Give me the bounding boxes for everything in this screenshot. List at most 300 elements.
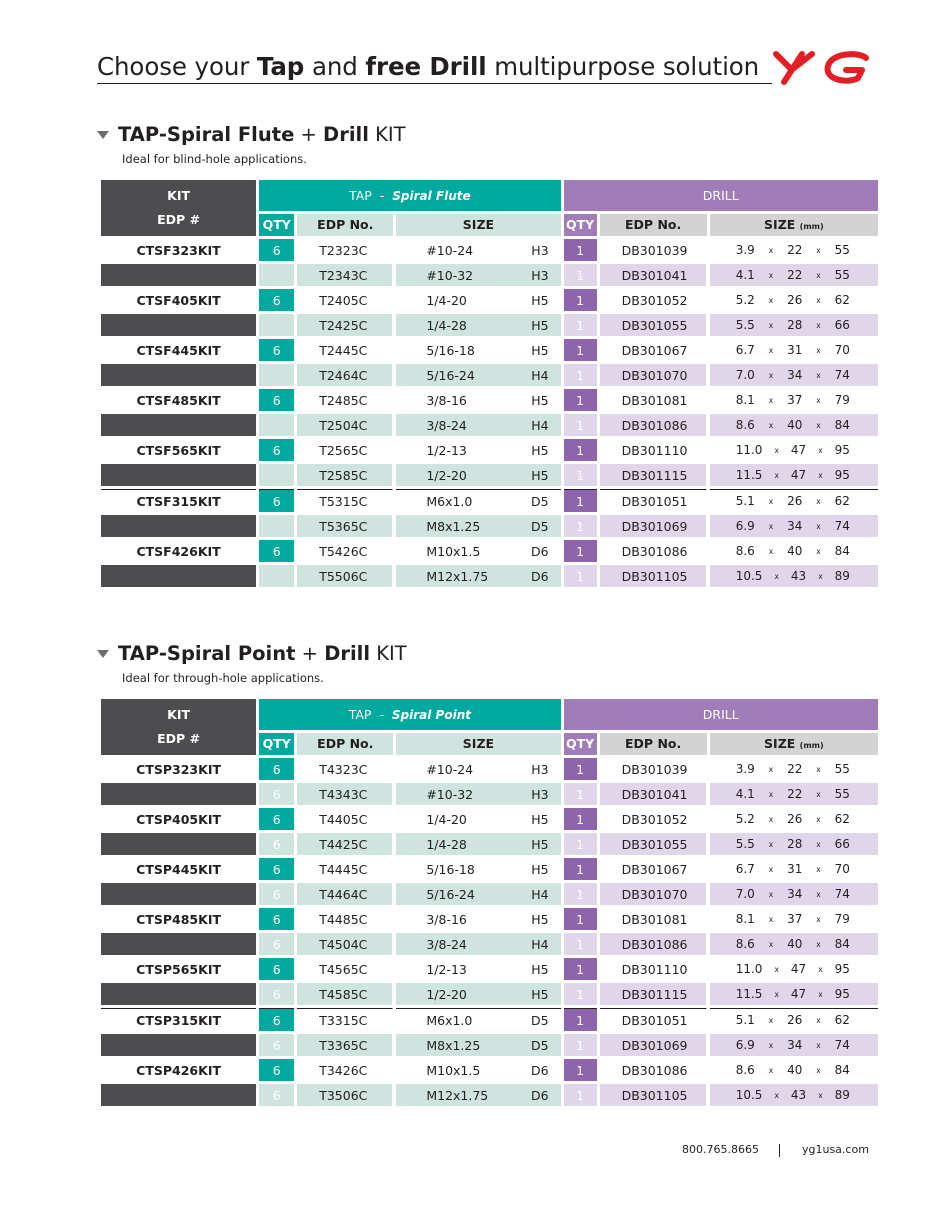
kit-header-line: EDP # (157, 212, 201, 227)
kit-edp-cell: CTSF565KIT (101, 439, 256, 461)
tap-thread-size: #10-32 (426, 267, 474, 283)
drill-diameter: 11.0 (735, 443, 763, 457)
drill-overall-length: 84 (834, 418, 850, 432)
size-separator: x (816, 521, 821, 531)
section-title-drill: Drill (324, 642, 371, 665)
section-title-kit: KIT (368, 123, 406, 146)
tap-qty-cell (259, 414, 294, 436)
tap-qty-cell: 6 (259, 958, 294, 980)
tap-size-cell (396, 1084, 560, 1106)
size-separator: x (768, 245, 774, 255)
kit-edp-cell (101, 414, 256, 436)
kit-edp-cell: CTSP426KIT (101, 1059, 256, 1081)
tap-thread-size: #10-24 (426, 761, 474, 777)
kit-edp-cell (101, 983, 256, 1005)
tap-thread-size: 5/16-18 (426, 861, 475, 877)
kit-edp-header (101, 180, 256, 236)
drill-flute-length: 22 (787, 268, 803, 282)
drill-size-cell (710, 565, 878, 587)
drill-diameter: 8.6 (735, 1063, 755, 1077)
drill-flute-length: 34 (787, 887, 803, 901)
drill-size-cell (710, 1059, 878, 1081)
drill-size-cell (710, 239, 878, 261)
kit-edp-cell: CTSP485KIT (101, 908, 256, 930)
tap-limit: H3 (531, 242, 549, 258)
drill-edp-cell: DB301115 (600, 983, 707, 1005)
drill-flute-length: 40 (787, 937, 803, 951)
tap-thread-size: M12x1.75 (426, 568, 489, 584)
size-separator: x (768, 420, 774, 430)
drill-size-label: SIZE (764, 736, 796, 752)
tap-limit: D5 (530, 1012, 549, 1028)
drill-edp-cell: DB301070 (600, 883, 707, 905)
size-separator: x (768, 764, 774, 774)
tap-edp-cell: T2585C (297, 464, 393, 486)
size-separator: x (768, 1015, 774, 1025)
tap-limit: D6 (530, 1087, 549, 1103)
tap-thread-size: M10x1.5 (426, 543, 481, 559)
drill-flute-length: 43 (790, 569, 807, 583)
table-header (101, 699, 878, 755)
size-separator: x (768, 270, 774, 280)
tap-size-cell (396, 1059, 560, 1081)
drill-diameter: 8.6 (735, 544, 755, 558)
drill-qty-cell: 1 (564, 958, 597, 980)
drill-diameter: 4.1 (735, 268, 755, 282)
drill-diameter: 6.7 (735, 343, 755, 357)
drill-overall-length: 62 (834, 494, 850, 508)
size-separator: x (818, 445, 823, 455)
tap-header-dash: - (379, 187, 385, 203)
kit-edp-header (101, 699, 256, 755)
section-title-plus: + (295, 642, 325, 665)
tap-edp-cell: T5426C (297, 540, 393, 562)
drill-size-cell (710, 1008, 878, 1031)
tap-thread-size: 1/4-20 (426, 292, 467, 308)
size-unit: (mm) (799, 741, 824, 751)
tap-thread-size: 3/8-24 (426, 417, 467, 433)
kit-edp-cell (101, 464, 256, 486)
table-row (101, 439, 878, 461)
section-subtitle: Ideal for blind-hole applications. (122, 152, 307, 166)
tap-edp-cell: T4425C (297, 833, 393, 855)
tap-size-cell (396, 264, 560, 286)
drill-edp-cell: DB301070 (600, 364, 707, 386)
drill-flute-length: 26 (787, 494, 803, 508)
tap-edp-cell: T2445C (297, 339, 393, 361)
drill-size-cell (710, 364, 878, 386)
drill-size-cell (710, 464, 878, 486)
drill-flute-length: 26 (787, 812, 803, 826)
table-row (101, 339, 878, 361)
drill-edp-cell: DB301067 (600, 339, 707, 361)
tap-size-cell (396, 565, 560, 587)
kit-edp-cell (101, 883, 256, 905)
drill-flute-length: 47 (790, 962, 807, 976)
tap-size-cell (396, 783, 560, 805)
tap-thread-size: M6x1.0 (426, 493, 473, 509)
kit-edp-cell: CTSF323KIT (101, 239, 256, 261)
tap-qty-cell (259, 314, 294, 336)
tap-limit: H5 (531, 961, 549, 977)
drill-flute-length: 26 (787, 1013, 803, 1027)
tap-edp-cell: T4464C (297, 883, 393, 905)
table-row (101, 1084, 878, 1106)
drill-flute-length: 31 (787, 862, 803, 876)
drill-diameter: 8.6 (735, 937, 755, 951)
tap-edp-cell: T2405C (297, 289, 393, 311)
drill-size-cell (710, 439, 878, 461)
tap-limit: D6 (530, 568, 549, 584)
tap-qty-cell: 6 (259, 1059, 294, 1081)
tap-qty-cell: 6 (259, 1084, 294, 1106)
tap-edp-cell: T3426C (297, 1059, 393, 1081)
table-row (101, 565, 878, 587)
drill-qty-cell: 1 (564, 464, 597, 486)
size-separator: x (818, 1090, 823, 1100)
drill-header: DRILL (564, 180, 878, 211)
drill-qty-cell: 1 (564, 289, 597, 311)
table-row (101, 808, 878, 830)
tap-qty-cell: 6 (259, 808, 294, 830)
drill-diameter: 7.0 (735, 887, 755, 901)
tap-qty-cell: 6 (259, 489, 294, 512)
drill-edp-cell: DB301086 (600, 1059, 707, 1081)
drill-diameter: 5.1 (735, 1013, 755, 1027)
tap-size-cell (396, 983, 560, 1005)
size-separator: x (816, 496, 821, 506)
size-separator: x (768, 370, 774, 380)
table-row (101, 414, 878, 436)
size-separator: x (768, 546, 774, 556)
table-row (101, 515, 878, 537)
table-row (101, 1034, 878, 1056)
drill-overall-length: 55 (834, 243, 850, 257)
tap-edp-cell: T3506C (297, 1084, 393, 1106)
tap-qty-cell: 6 (259, 540, 294, 562)
drill-flute-length: 22 (787, 787, 803, 801)
kit-edp-cell: CTSP323KIT (101, 758, 256, 780)
drill-diameter: 11.5 (735, 987, 763, 1001)
size-separator: x (818, 989, 823, 999)
drill-qty-cell: 1 (564, 908, 597, 930)
footer (682, 1143, 869, 1157)
size-separator: x (816, 270, 821, 280)
footer-phone: 800.765.8665 (682, 1143, 759, 1156)
section-title-tap: TAP-Spiral Point (118, 642, 296, 665)
size-separator: x (816, 320, 821, 330)
drill-qty-cell: 1 (564, 1059, 597, 1081)
kit-edp-cell: CTSF405KIT (101, 289, 256, 311)
kit-edp-cell (101, 1084, 256, 1106)
tap-size-cell (396, 758, 560, 780)
drill-flute-length: 28 (787, 837, 803, 851)
drill-overall-length: 66 (834, 837, 850, 851)
drill-edp-cell: DB301110 (600, 439, 707, 461)
tap-limit: H5 (531, 342, 549, 358)
kit-edp-cell (101, 264, 256, 286)
drill-flute-length: 28 (787, 318, 803, 332)
tap-limit: H5 (531, 442, 549, 458)
drill-diameter: 6.9 (735, 519, 755, 533)
tap-edp-cell: T4323C (297, 758, 393, 780)
drill-diameter: 5.5 (735, 318, 755, 332)
drill-diameter: 6.7 (735, 862, 755, 876)
tap-size-cell (396, 464, 560, 486)
tap-qty-cell: 6 (259, 289, 294, 311)
tap-edp-cell: T5365C (297, 515, 393, 537)
size-separator: x (768, 1040, 774, 1050)
drill-overall-length: 79 (834, 912, 850, 926)
section-spiral-point (96, 642, 876, 1103)
tap-qty-cell: 6 (259, 933, 294, 955)
drill-overall-length: 74 (834, 1038, 850, 1052)
drill-diameter: 3.9 (735, 243, 755, 257)
drill-overall-length: 89 (834, 1088, 850, 1102)
tap-edp-cell: T4585C (297, 983, 393, 1005)
drill-overall-length: 89 (834, 569, 850, 583)
table-row (101, 239, 878, 261)
drill-header: DRILL (564, 699, 878, 730)
drill-overall-length: 95 (834, 443, 850, 457)
page-header (97, 50, 772, 84)
size-separator: x (816, 814, 821, 824)
drill-size-header (710, 214, 878, 236)
section-title (96, 124, 876, 146)
table-row (101, 364, 878, 386)
kit-edp-cell: CTSP315KIT (101, 1008, 256, 1031)
drill-edp-cell: DB301086 (600, 933, 707, 955)
tap-thread-size: 1/2-20 (426, 986, 467, 1002)
tap-thread-size: 1/2-13 (426, 442, 467, 458)
collapse-triangle-icon (97, 131, 109, 139)
kit-edp-cell (101, 833, 256, 855)
drill-qty-cell: 1 (564, 364, 597, 386)
size-separator: x (774, 1090, 779, 1100)
table-row (101, 1008, 878, 1031)
tap-limit: D5 (530, 518, 549, 534)
table-row (101, 389, 878, 411)
tap-qty-cell: 6 (259, 439, 294, 461)
kit-edp-cell: CTSF445KIT (101, 339, 256, 361)
tap-thread-size: 1/2-13 (426, 961, 467, 977)
size-separator: x (768, 1065, 774, 1075)
title-drill: free Drill (365, 52, 487, 81)
drill-qty-cell: 1 (564, 565, 597, 587)
table-row (101, 958, 878, 980)
tap-limit: H5 (531, 836, 549, 852)
drill-edp-cell: DB301055 (600, 314, 707, 336)
drill-diameter: 11.5 (735, 468, 763, 482)
tap-edp-cell: T4485C (297, 908, 393, 930)
drill-diameter: 6.9 (735, 1038, 755, 1052)
tap-size-cell (396, 833, 560, 855)
tap-type-label: Spiral Point (391, 707, 471, 722)
drill-flute-length: 31 (787, 343, 803, 357)
drill-diameter: 8.6 (735, 418, 755, 432)
tap-header-dash: - (379, 706, 384, 722)
drill-edp-cell: DB301039 (600, 758, 707, 780)
tap-limit: H5 (531, 861, 549, 877)
drill-qty-cell: 1 (564, 1008, 597, 1031)
drill-size-cell (710, 783, 878, 805)
drill-edp-cell: DB301086 (600, 540, 707, 562)
kit-edp-cell (101, 565, 256, 587)
drill-qty-cell: 1 (564, 414, 597, 436)
table-row (101, 540, 878, 562)
size-separator: x (768, 889, 774, 899)
tap-header (259, 180, 560, 211)
page-title (97, 50, 772, 83)
drill-qty-cell: 1 (564, 783, 597, 805)
title-text: multipurpose solution (486, 52, 760, 81)
drill-size-cell (710, 858, 878, 880)
kit-edp-cell (101, 1034, 256, 1056)
drill-overall-length: 62 (834, 1013, 850, 1027)
tap-qty-cell (259, 515, 294, 537)
kit-edp-cell (101, 933, 256, 955)
drill-flute-length: 34 (787, 1038, 803, 1052)
drill-diameter: 5.2 (735, 293, 755, 307)
tap-limit: D6 (530, 543, 549, 559)
drill-flute-length: 34 (787, 368, 803, 382)
tap-edp-cell: T2323C (297, 239, 393, 261)
size-separator: x (768, 295, 774, 305)
drill-overall-length: 95 (834, 987, 850, 1001)
drill-edp-cell: DB301051 (600, 1008, 707, 1031)
drill-edp-cell: DB301081 (600, 908, 707, 930)
tap-qty-cell: 6 (259, 908, 294, 930)
table-header (101, 180, 878, 236)
tap-limit: H5 (531, 911, 549, 927)
drill-overall-length: 95 (834, 468, 850, 482)
size-separator: x (768, 814, 774, 824)
size-separator: x (768, 345, 774, 355)
drill-edp-header: EDP No. (600, 214, 707, 236)
section-spiral-flute (96, 123, 876, 584)
drill-diameter: 8.1 (735, 393, 755, 407)
yg1-logo (772, 48, 874, 88)
drill-size-cell (710, 489, 878, 512)
drill-qty-cell: 1 (564, 983, 597, 1005)
drill-qty-cell: 1 (564, 933, 597, 955)
size-separator: x (816, 764, 821, 774)
table-row (101, 758, 878, 780)
footer-divider (779, 1144, 780, 1157)
tap-size-cell (396, 439, 560, 461)
size-separator: x (768, 395, 774, 405)
drill-diameter: 5.2 (735, 812, 755, 826)
kit-edp-cell: CTSP565KIT (101, 958, 256, 980)
size-separator: x (816, 370, 821, 380)
tap-size-cell (396, 515, 560, 537)
section-title-kit: KIT (370, 642, 407, 665)
tap-size-cell (396, 883, 560, 905)
drill-qty-header: QTY (564, 214, 597, 236)
kit-header-line: KIT (167, 707, 191, 722)
table-body (101, 239, 878, 587)
tap-thread-size: #10-24 (426, 242, 474, 258)
tap-thread-size: 1/2-20 (426, 467, 467, 483)
tap-edp-cell: T2425C (297, 314, 393, 336)
tap-size-cell (396, 389, 560, 411)
drill-overall-length: 62 (834, 293, 850, 307)
tap-limit: H5 (531, 292, 549, 308)
tap-thread-size: 5/16-24 (426, 886, 475, 902)
footer-website[interactable]: yg1usa.com (801, 1143, 869, 1156)
tap-thread-size: M6x1.0 (426, 1012, 473, 1028)
tap-edp-cell: T2485C (297, 389, 393, 411)
tap-size-cell (396, 858, 560, 880)
drill-qty-cell: 1 (564, 489, 597, 512)
drill-edp-cell: DB301081 (600, 389, 707, 411)
drill-size-cell (710, 289, 878, 311)
table-row (101, 833, 878, 855)
drill-qty-cell: 1 (564, 389, 597, 411)
size-separator: x (768, 496, 774, 506)
tap-limit: H5 (531, 986, 549, 1002)
drill-edp-cell: DB301105 (600, 1084, 707, 1106)
kit-edp-cell (101, 515, 256, 537)
size-separator: x (774, 964, 779, 974)
tap-edp-header: EDP No. (297, 214, 393, 236)
drill-flute-length: 40 (787, 418, 803, 432)
tap-header-label: TAP (349, 187, 372, 203)
tap-thread-size: 3/8-16 (426, 392, 467, 408)
tap-qty-cell: 6 (259, 883, 294, 905)
tap-limit: H5 (531, 811, 549, 827)
drill-edp-header: EDP No. (600, 733, 707, 755)
size-separator: x (774, 571, 779, 581)
drill-edp-cell: DB301041 (600, 783, 707, 805)
title-tap: Tap (256, 52, 305, 81)
size-separator: x (816, 345, 821, 355)
table-row (101, 464, 878, 486)
section-title-tap: TAP-Spiral Flute (118, 123, 295, 146)
size-separator: x (818, 571, 823, 581)
drill-size-cell (710, 833, 878, 855)
tap-limit: D5 (530, 493, 549, 509)
tap-limit: H5 (531, 392, 549, 408)
drill-overall-length: 84 (834, 544, 850, 558)
drill-overall-length: 55 (834, 762, 850, 776)
drill-size-header (710, 733, 878, 755)
tap-limit: H5 (531, 317, 549, 333)
tap-size-header: SIZE (396, 214, 560, 236)
tap-qty-cell: 6 (259, 339, 294, 361)
drill-qty-cell: 1 (564, 239, 597, 261)
table-row (101, 933, 878, 955)
drill-flute-length: 34 (787, 519, 803, 533)
tap-edp-cell: T3315C (297, 1008, 393, 1031)
drill-qty-cell: 1 (564, 1084, 597, 1106)
tap-thread-size: 3/8-24 (426, 936, 467, 952)
tap-size-cell (396, 314, 560, 336)
tap-thread-size: 5/16-24 (426, 367, 475, 383)
table-row (101, 289, 878, 311)
table-row (101, 858, 878, 880)
tap-edp-cell: T4565C (297, 958, 393, 980)
drill-overall-length: 84 (834, 1063, 850, 1077)
tap-thread-size: 1/4-28 (426, 836, 467, 852)
table-row (101, 883, 878, 905)
drill-size-cell (710, 515, 878, 537)
table-row (101, 783, 878, 805)
size-separator: x (816, 295, 821, 305)
kit-table (98, 177, 881, 590)
title-text: Choose your (97, 52, 257, 81)
drill-overall-length: 62 (834, 812, 850, 826)
